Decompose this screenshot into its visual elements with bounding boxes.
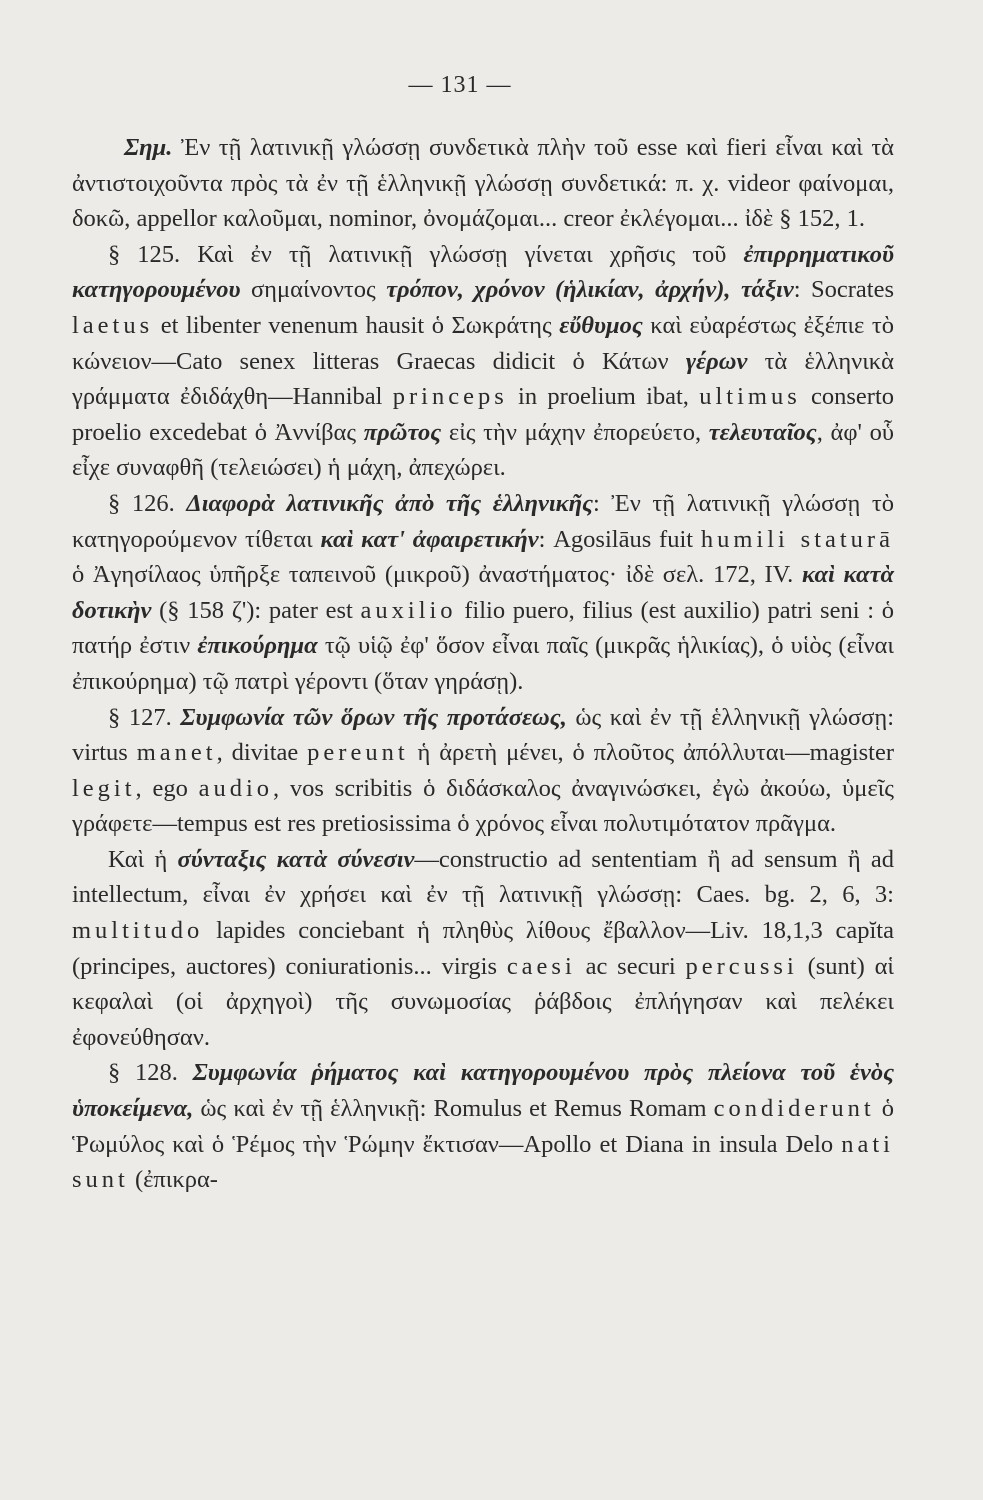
text-segment: in proelium ibat, [507,383,700,411]
text-segment: , divitae [216,739,308,767]
text-segment: , vos scribitis ὁ διδάσκαλος ἀναγινώσκει, ἐγὼ ἀκούω, ὑμεῖς γράφετε—tempus est res pretiosissima ὁ χρόνος εἶναι πολυτιμότατον πρᾶγμα. [72,774,894,838]
spaced-text: ultimus [699,383,801,411]
text-segment: ὁ Ῥωμύλος καὶ ὁ Ῥέμος τὴν Ῥώμην ἔκτισαν—Apollo et Diana in insula Delo [72,1095,895,1158]
text-segment: lapides conciebant ἡ πληθὺς λίθους ἔβαλλον—Liv. 18,1,3 capĭta (principes, auctores) coniurationis... virgis [72,917,894,980]
spaced-text: condiderunt [713,1095,875,1123]
text-segment: : Socrates [793,276,894,304]
spaced-text: laetus [72,311,154,339]
text-segment: (ἐπικρα- [128,1166,218,1194]
text-segment: ac securi [575,952,686,980]
spaced-text: humili staturā [700,525,894,553]
emphasis-text: ἐπικούρημα [197,632,318,660]
text-segment: —constructio ad sententiam ἢ ad sensum ἢ ad intellectum, εἶναι ἐν χρήσει καὶ ἐν τῇ λατινικῇ γλώσσῃ: Caes. bg. 2, 6, 3: [72,845,894,909]
text-segment: (sunt) αἱ κεφαλαὶ (οἱ ἀρχηγοὶ) τῆς συνωμοσίας ῥάβδοις ἐπλήγησαν καὶ πελέκει ἐφονεύθησαν. [72,952,895,1051]
text-segment: ὁ Ἀγησίλαος ὑπῆρξε ταπεινοῦ (μικροῦ) ἀναστήματος· ἰδὲ σελ. 172, IV. [72,561,802,589]
emphasis-text: Σημ. [124,134,173,161]
text-segment: (§ 158 ζ'): pater est [151,596,361,624]
emphasis-text: καὶ κατ' ἀφαιρετικήν [320,525,539,553]
spaced-text: auxilio [360,596,457,624]
paragraph-section-126 [72,486,894,700]
emphasis-text: γέρων [685,347,748,375]
text-segment: § 128. [108,1059,193,1087]
text-segment: conserto proelio excedebat ὁ Ἀννίβας [72,383,895,446]
text-segment: § 125. Καὶ ἐν τῇ λατινικῇ γλώσσῃ γίνεται χρῆσις τοῦ [108,240,744,268]
text-segment: , ego [135,774,199,802]
spaced-text: pereunt [307,739,409,767]
spaced-text: caesi [506,952,576,980]
paragraph-section-125 [72,237,894,486]
text-segment: et libenter venenum hausit ὁ Σωκράτης [153,311,560,339]
text-segment: : Ἐν τῇ λατινικῇ γλώσσῃ τὸ κατηγορούμενον τίθεται [72,489,895,553]
text-segment: τὰ ἑλληνικὰ γράμματα ἐδιδάχθη—Hannibal [72,347,894,411]
spaced-text: nati sunt [72,1130,894,1194]
paragraph-syntax [72,842,894,1056]
text-segment: ὡς καὶ ἐν τῇ ἑλληνικῇ γλώσσῃ: virtus [72,703,895,767]
emphasis-text: ἐπιρρηματικοῦ κατηγορουμένου [72,240,894,304]
text-segment: filio puero, filius (est auxilio) patri seni : ὁ πατήρ ἐστιν [72,596,894,660]
text-segment: Ἐν τῇ λατινικῇ γλώσσῃ συνδετικὰ πλὴν τοῦ esse καὶ fieri εἶναι καὶ τὰ ἀντιστοιχοῦντα πρὸς τὰ ἐν τῇ ἑλληνικῇ γλώσσῃ συνδετικά: π. χ. videor φαίνομαι, δοκῶ, appellor καλοῦμαι, nominor, ὀνομάζομαι... creor ἐκλέγομαι... ἰδὲ § 152, 1. [72,134,894,233]
emphasis-text: τρόπον, χρόνον (ἡλικίαν, ἀρχήν), τάξιν [386,276,794,304]
spaced-text: percussi [685,952,798,980]
spaced-text: audio [198,774,274,802]
text-segment: : Agosilāus fuit [538,525,701,553]
text-segment: εἰς τὴν μάχην ἐπορεύετο, [441,418,709,446]
text-segment: ἡ ἀρετὴ μένει, ὁ πλοῦτος ἀπόλλυται—magister [408,739,894,767]
text-segment: καὶ εὐαρέστως ἐξέπιε τὸ κώνειον—Cato senex litteras Graecas didicit ὁ Κάτων [72,311,894,375]
spaced-text: legit [72,774,136,802]
spaced-text: princeps [392,383,508,411]
paragraph-section-127 [72,700,894,842]
text-segment: ὡς καὶ ἐν τῇ ἑλληνικῇ: Romulus et Remus Romam [193,1095,714,1123]
emphasis-text: Συμφωνία τῶν ὅρων τῆς προτάσεως, [180,703,567,731]
emphasis-text: εὔθυμος [559,311,643,339]
paragraph-section-128 [72,1055,894,1197]
paragraph-note [72,130,894,237]
spaced-text: manet [136,739,217,767]
emphasis-text: Συμφωνία ῥήματος καὶ κατηγορουμένου πρὸς πλείονα τοῦ ἑνὸς ὑποκείμενα, [72,1059,895,1123]
emphasis-text: τελευταῖος [708,418,817,446]
text-segment: τῷ υἱῷ ἐφ' ὅσον εἶναι παῖς (μικρᾶς ἡλικίας), ὁ υἱὸς (εἶναι ἐπικούρημα) τῷ πατρὶ γέροντι (ὅταν γηράσῃ). [72,632,894,695]
emphasis-text: πρῶτος [363,418,442,446]
spaced-text: multitudo [72,917,204,945]
emphasis-text: Διαφορὰ λατινικῆς ἀπὸ τῆς ἑλληνικῆς [186,489,594,517]
page-number: — 131 — [408,72,512,98]
emphasis-text: καὶ κατὰ δοτικὴν [72,561,895,624]
text-segment: § 126. [108,489,187,517]
text-segment: § 127. [108,703,181,731]
text-segment: Καὶ ἡ [108,845,178,873]
text-segment: σημαίνοντος [240,276,387,304]
emphasis-text: σύνταξις κατὰ σύνεσιν [177,845,415,873]
text-body [72,130,894,1198]
text-segment: , ἀφ' οὗ εἶχε συναφθῆ (τελειώσει) ἡ μάχη, ἀπεχώρει. [72,418,894,482]
